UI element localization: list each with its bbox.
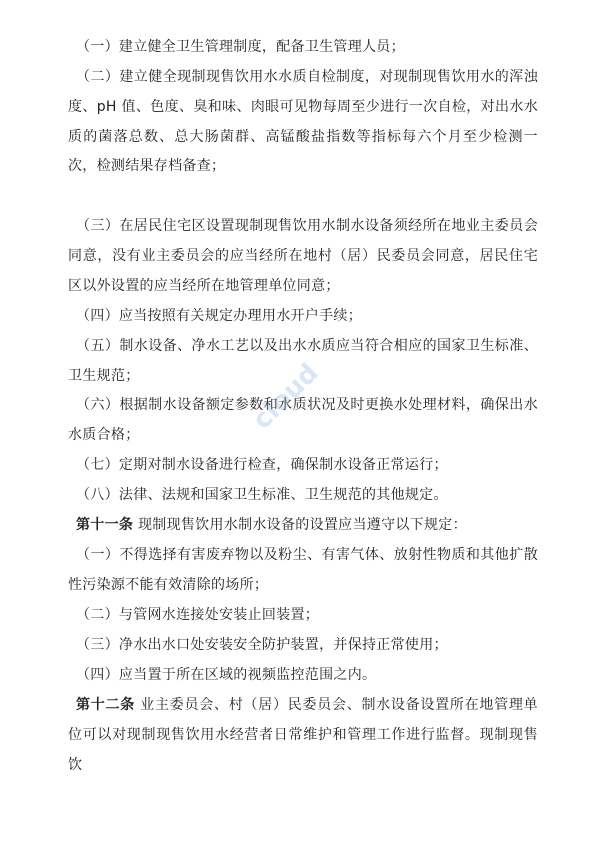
paragraph-8: [68, 481, 538, 511]
paragraph-3: [68, 212, 538, 301]
paragraph-3-text: （三）在居民住宅区设置现制现售饮用水制水设备须经所在地业主委员会同意，没有业主委员会的应当经所在地村（居）民委员会同意，居民住宅区以外设置的应当经所在地管理单位同意；: [68, 218, 538, 294]
paragraph-12-text: （三）净水出水口处安装安全防护装置，并保持正常使用；: [76, 637, 448, 653]
paragraph-4-text: （四）应当按照有关规定办理用水开户手续；: [76, 308, 362, 324]
article-12: [68, 691, 538, 780]
paragraph-7: [68, 451, 538, 481]
paragraph-11-text: （二）与管网水连接处安装止回装置；: [76, 607, 320, 623]
article-11: [68, 511, 538, 541]
paragraph-7-text: （七）定期对制水设备进行检查，确保制水设备正常运行；: [76, 457, 448, 473]
paragraph-5: [68, 332, 538, 392]
paragraph-6: [68, 391, 538, 451]
paragraph-10: [68, 541, 538, 601]
paragraph-2: [68, 63, 538, 182]
article-11-text: 现制现售饮用水制水设备的设置应当遵守以下规定：: [137, 517, 467, 533]
paragraph-1-text: （一）建立健全卫生管理制度，配备卫生管理人员；: [76, 39, 405, 55]
paragraph-10-text: （一）不得选择有害废弃物以及粉尘、有害气体、放射性物质和其他扩散性污染源不能有效清除的场所；: [68, 547, 538, 593]
paragraph-1: [68, 33, 538, 63]
paragraph-5-text: （五）制水设备、净水工艺以及出水水质应当符合相应的国家卫生标准、卫生规范；: [68, 338, 538, 384]
paragraph-11: [68, 601, 538, 631]
paragraph-8-text: （八）法律、法规和国家卫生标准、卫生规范的其他规定。: [76, 487, 448, 503]
paragraph-6-text: （六）根据制水设备额定参数和水质状况及时更换水处理材料，确保出水水质合格；: [68, 397, 538, 443]
paragraph-4: [68, 302, 538, 332]
article-11-heading: 第十一条: [76, 517, 134, 533]
paragraph-13: [68, 661, 538, 691]
paragraph-2-text: （二）建立健全现制现售饮用水水质自检制度，对现制现售饮用水的浑浊度、pH 值、色度、臭和味、肉眼可见物每周至少进行一次自检，对出水水质的菌落总数、总大肠菌群、高锰酸盐指数等指标每六个月至少检测一次，检测结果存档备查；: [68, 69, 538, 175]
paragraph-13-text: （四）应当置于所在区域的视频监控范围之内。: [76, 667, 377, 683]
article-12-heading: 第十二条: [76, 697, 135, 713]
paragraph-12: [68, 631, 538, 661]
watermark-text: cloud: [247, 358, 325, 436]
article-12-text: 业主委员会、村（居）民委员会、制水设备设置所在地管理单位可以对现制现售饮用水经营者日常维护和管理工作进行监督。现制现售饮: [68, 697, 538, 773]
